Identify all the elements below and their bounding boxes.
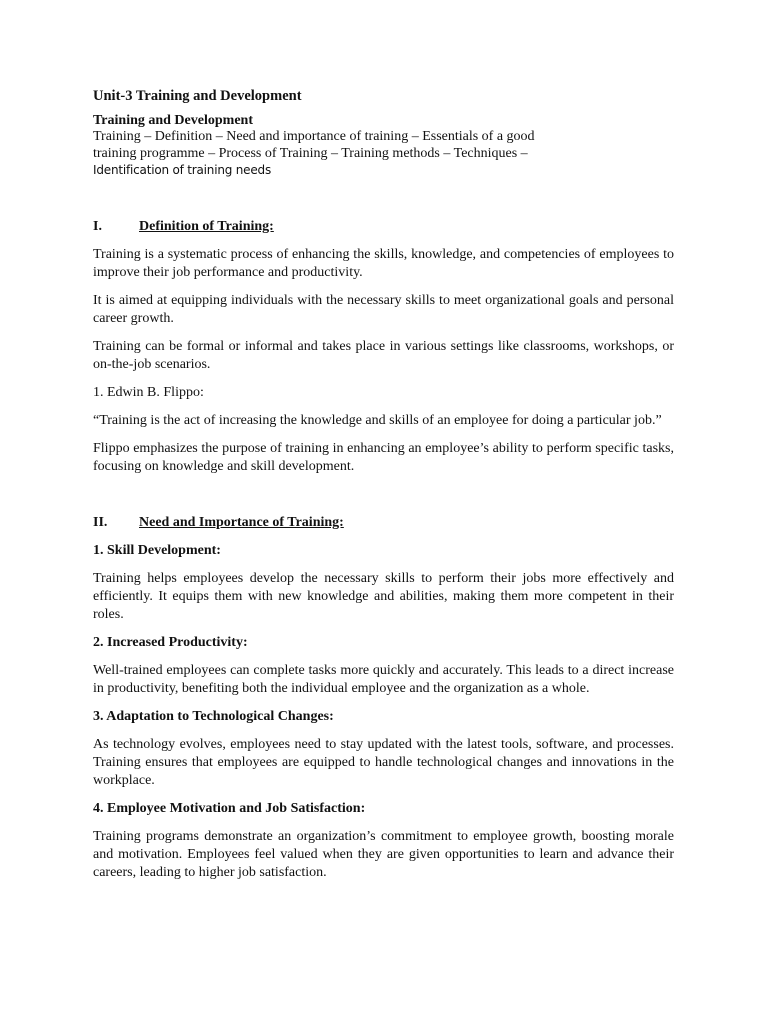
need-heading-skill-development: 1. Skill Development:	[93, 542, 221, 558]
definition-paragraph-2: It is aimed at equipping individuals with the necessary skills to meet organizational goals and personal career growth.	[93, 292, 674, 326]
flippo-explanation: Flippo emphasizes the purpose of training in enhancing an employee’s ability to perform specific tasks, focusing on knowledge and skill development.	[93, 440, 674, 474]
flippo-label: 1. Edwin B. Flippo:	[93, 384, 204, 400]
syllabus-line-2: training programme – Process of Training – Training methods – Techniques –	[93, 145, 528, 161]
need-heading-technology: 3. Adaptation to Technological Changes:	[93, 708, 334, 724]
syllabus-line-1: Training – Definition – Need and importance of training – Essentials of a good	[93, 129, 535, 144]
section-1-title: Definition of Training:	[139, 218, 274, 234]
syllabus-line-3: Identification of training needs	[93, 163, 272, 177]
unit-title: Unit-3 Training and Development	[93, 88, 302, 104]
definition-paragraph-3: Training can be formal or informal and takes place in various settings like classrooms, workshops, or on-the-job scenarios.	[93, 338, 674, 372]
document-page	[93, 86, 674, 882]
section-2-heading	[93, 514, 674, 532]
need-heading-motivation: 4. Employee Motivation and Job Satisfaction:	[93, 800, 366, 816]
need-text-productivity: Well-trained employees can complete tasks more quickly and accurately. This leads to a direct increase in productivity, benefiting both the individual employee and the organization as a whole.	[93, 662, 674, 696]
section-1-number: I.	[93, 218, 102, 234]
definition-paragraph-1: Training is a systematic process of enhancing the skills, knowledge, and competencies of employees to improve their job performance and productivity.	[93, 246, 674, 280]
need-heading-productivity: 2. Increased Productivity:	[93, 634, 248, 650]
flippo-quote: “Training is the act of increasing the knowledge and skills of an employee for doing a particular job.”	[93, 412, 662, 428]
section-1-heading	[93, 218, 674, 236]
section-2-title: Need and Importance of Training:	[139, 514, 344, 530]
need-text-motivation: Training programs demonstrate an organization’s commitment to employee growth, boosting morale and motivation. Employees feel valued when they are given opportunities to learn and advance their careers, leading to higher job satisfaction.	[93, 828, 674, 880]
need-text-technology: As technology evolves, employees need to stay updated with the latest tools, software, and processes. Training ensures that employees are equipped to handle technological changes and innovations in the workplace.	[93, 736, 674, 788]
syllabus-heading: Training and Development	[93, 113, 253, 128]
section-2-number: II.	[93, 514, 108, 530]
need-text-skill-development: Training helps employees develop the necessary skills to perform their jobs more effectively and efficiently. It equips them with new knowledge and abilities, making them more competent in their roles.	[93, 570, 674, 622]
